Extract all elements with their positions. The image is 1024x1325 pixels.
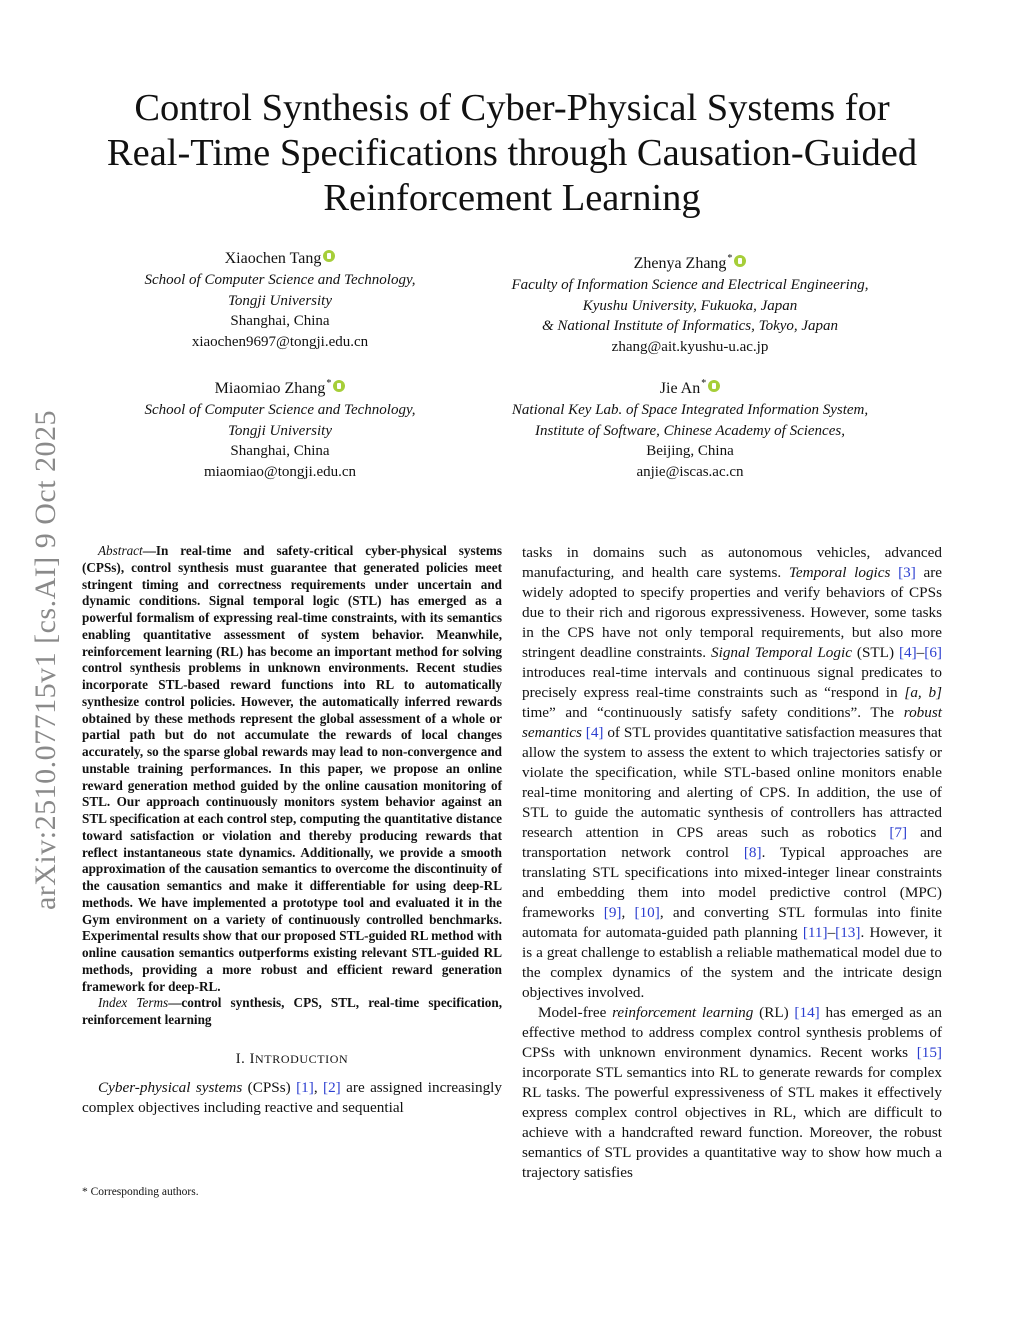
author-email: anjie@iscas.ac.cn — [636, 463, 744, 480]
author-email: zhang@ait.kyushu-u.ac.jp — [611, 338, 769, 355]
index-terms — [82, 995, 502, 1029]
corresponding-mark: * — [326, 378, 332, 389]
author-name: Jie An — [659, 380, 701, 397]
author-name: Zhenya Zhang — [633, 255, 727, 272]
section-number: I. — [235, 1050, 246, 1067]
text-run: tasks in domains such as autonomous vehicles, advanced manufacturing, and health care systems. — [522, 544, 942, 581]
right-column — [522, 543, 942, 1183]
citation-link[interactable]: [4] — [898, 644, 917, 661]
author-email: miaomiao@tongji.edu.cn — [203, 463, 357, 480]
abstract-text: —In real-time and safety-critical cyber-physical systems (CPSs), control synthesis must guarantee that generated policies meet stringent timing and correctness requirements under uncertain and dynamic conditions. Signal temporal logic (STL) has emerged as a powerful formalism of expressing real-time constraints, with its semantics enabling quantitative assessment of system behavior. Meanwhile, reinforcement learning (RL) has become an important method for solving control synthesis problems in unknown environments. Recent studies incorporate STL-based reward functions into RL to automatically synthesize control policies. However, the automatically inferred rewards obtained by these methods represent the global assessment of a whole or partial path but do not accumulate the rewards of local changes accurately, so the sparse global rewards may lead to non-convergence and unstable training performances. In this paper, we propose an online reward generation method guided by the online causation monitoring of STL. Our approach continuously monitors system behavior against an STL specification at each control step, computing the quantitative distance toward satisfaction or violation and thereby producing rewards that reflect instantaneous state dynamics. Additionally, we provide a smooth approximation of the causation semantics to overcome the discontinuity of the causation semantics and make it differentiable for using deep-RL methods. We have implemented a prototype tool and evaluated it in the Gym environment on a variety of continuously controlled benchmarks. Experimental results show that our proposed STL-guided RL method with online causation semantics outperforms existing relevant STL-guided RL methods, providing a more robust and efficient reward generation framework for deep-RL. — [82, 543, 502, 994]
text-run: Model-free — [538, 1004, 613, 1021]
affiliation-line: School of Computer Science and Technology, — [144, 402, 416, 418]
orcid-icon[interactable] — [734, 255, 746, 267]
orcid-icon[interactable] — [708, 380, 720, 392]
index-terms-text: —control synthesis, CPS, STL, real-time specification, reinforcement learning — [82, 995, 502, 1027]
title-line: Control Synthesis of Cyber-Physical Systems for — [134, 87, 890, 129]
paper-title — [60, 86, 964, 221]
affiliation-line: Kyushu University, Fukuoka, Japan — [582, 297, 798, 314]
text-run: (CPSs) — [242, 1078, 297, 1096]
corresponding-mark: * — [727, 253, 733, 264]
text-run: and transportation network control — [522, 824, 942, 861]
abstract-label: Abstract — [98, 543, 143, 558]
section-first-letter: I — [249, 1050, 256, 1067]
title-line: Real-Time Specifications through Causation-Guided — [106, 132, 918, 174]
orcid-icon[interactable] — [323, 250, 335, 262]
footnote: * Corresponding authors. — [82, 1186, 199, 1198]
text-run: of STL provides quantitative satisfaction measures that allow the system to assess the extent to which trajectories satisfy or violate the specification, while STL-based online monitors enable real-time monitoring and alerting of CPS. In addition, the use of STL to guide the automatic synthesis of controllers has attracted research attention in CPS areas such as robotics — [522, 724, 942, 841]
author-block — [100, 373, 460, 482]
italic-term: Signal Temporal Logic — [711, 644, 852, 661]
text-run: , — [621, 904, 635, 921]
citation-link[interactable]: [8] — [743, 844, 762, 861]
text-run: are assigned increasingly complex objectives including reactive and sequential — [82, 1078, 502, 1116]
index-terms-label: Index Terms — [98, 995, 169, 1011]
author-block — [100, 248, 460, 352]
author-name: Miaomiao Zhang — [214, 380, 326, 397]
citation-link[interactable]: [4] — [585, 724, 604, 741]
affiliation-line: Faculty of Information Science and Electrical Engineering, — [511, 277, 869, 293]
author-email: xiaochen9697@tongji.edu.cn — [191, 333, 369, 350]
intro-continuation — [522, 543, 942, 1183]
italic-term: Temporal logics — [788, 564, 891, 581]
text-run: introduces real-time intervals and continuous signal predicates to precisely express real-time constraints such as “respond in — [522, 664, 942, 701]
citation-link[interactable]: [14] — [794, 1004, 820, 1021]
author-location: Shanghai, China — [230, 313, 330, 329]
orcid-icon[interactable] — [333, 380, 345, 392]
citation-link[interactable]: [10] — [634, 904, 660, 921]
citation-link[interactable]: [1] — [296, 1078, 314, 1096]
arxiv-identifier: arXiv:2510.07715v1 [cs.AI] 9 Oct 2025 — [29, 409, 62, 911]
affiliation-line: Tongji University — [227, 422, 333, 439]
author-block — [470, 373, 910, 482]
text-run: , and converting STL formulas into finite automata for automata-guided path planning — [522, 904, 942, 941]
text-run: . However, it is a great challenge to establish a reliable mathematical model due to the complex dynamics of the system and the intricate design objectives involved. — [522, 924, 942, 1001]
corresponding-mark: * — [701, 378, 707, 389]
title-line: Reinforcement Learning — [323, 177, 701, 219]
text-run: time” and “continuously satisfy safety conditions”. The — [522, 704, 904, 721]
section-heading — [82, 1051, 502, 1068]
left-column — [82, 543, 502, 1118]
author-location: Shanghai, China — [230, 443, 330, 459]
italic-term: robust semantics — [522, 704, 942, 741]
citation-link[interactable]: [7] — [889, 824, 908, 841]
citation-link[interactable]: [15] — [916, 1044, 942, 1061]
author-name: Xiaochen Tang — [224, 250, 322, 267]
text-run: (RL) — [753, 1004, 795, 1021]
affiliation-line: School of Computer Science and Technology, — [144, 272, 416, 288]
text-run: (STL) — [851, 644, 899, 661]
italic-term: reinforcement learning — [612, 1004, 754, 1021]
author-location: Beijing, China — [646, 443, 734, 459]
affiliation-line: & National Institute of Informatics, Tokyo, Japan — [541, 318, 839, 334]
author-block — [470, 248, 910, 357]
citation-link[interactable]: [6] — [924, 644, 942, 661]
citation-link[interactable]: [13] — [835, 924, 861, 941]
citation-link[interactable]: [3] — [898, 564, 916, 581]
text-run: incorporate STL semantics into RL to generate rewards for complex RL tasks. The powerful expressiveness of STL makes it effectively express complex control objectives in RL, which are difficult to achieve with a handcrafted reward function. Moreover, the robust semantics of STL provides a quantitative way to show how much a trajectory satisfies — [522, 1064, 942, 1181]
affiliation-line: National Key Lab. of Space Integrated Information System, — [511, 402, 869, 418]
text-run: are widely adopted to specify properties and verify behaviors of CPSs due to their rich and rigorous expressiveness. However, some tasks in the CPS have not only temporal requirements, but also more stringent deadline constraints. — [522, 564, 943, 661]
affiliation-line: Tongji University — [227, 292, 333, 309]
abstract — [82, 543, 502, 995]
citation-link[interactable]: [9] — [603, 904, 622, 921]
intro-italic: Cyber-physical systems — [98, 1078, 243, 1096]
intro-paragraph — [82, 1078, 502, 1118]
text-run: . Typical approaches are translating STL specifications into mixed-integer linear constraints and embedding them into model predictive control (MPC) frameworks — [522, 844, 942, 921]
affiliation-line: Institute of Software, Chinese Academy of Sciences, — [535, 422, 845, 439]
text-run: – — [827, 924, 836, 941]
section-title-rest: NTRODUCTION — [255, 1051, 349, 1066]
text-run: has emerged as an effective method to address complex control synthesis problems of CPSs with unknown environment dynamics. Recent works — [522, 1004, 943, 1061]
text-run: , — [313, 1078, 324, 1096]
math-interval: [a, b] — [904, 684, 942, 701]
citation-link[interactable]: [11] — [802, 924, 828, 941]
text-run: – — [916, 644, 925, 661]
citation-link[interactable]: [2] — [323, 1078, 341, 1096]
